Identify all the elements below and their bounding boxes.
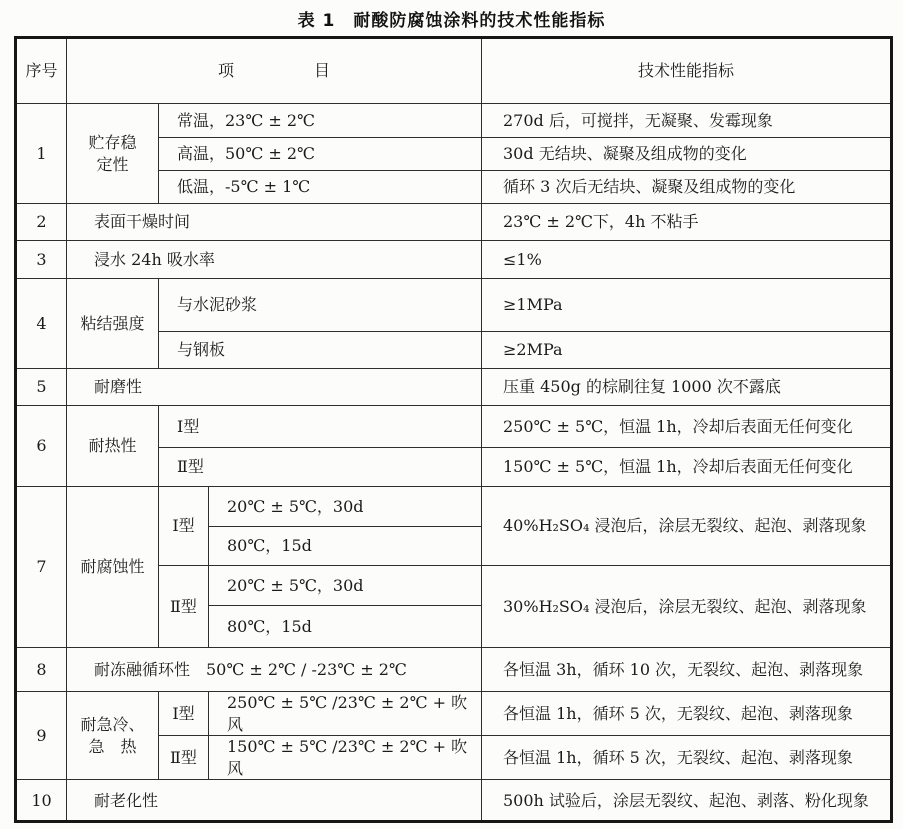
table-row <box>16 406 892 448</box>
cell-item-label: 耐热性 <box>67 406 159 487</box>
column-header-no: 序号 <box>16 38 67 104</box>
cell-indicator: 250℃ ± 5℃，恒温 1h，冷却后表面无任何变化 <box>482 406 892 448</box>
cell-type: Ⅱ型 <box>159 736 209 780</box>
label-line-1: 耐急冷、 <box>80 715 145 735</box>
cell-indicator: 各恒温 3h，循环 10 次，无裂纹、起泡、剥落现象 <box>482 648 892 692</box>
cell-item: 浸水 24h 吸水率 <box>67 241 482 279</box>
cell-indicator: 压重 450g 的棕刷往复 1000 次不露底 <box>482 369 892 406</box>
label-line-2: 定性 <box>96 154 129 174</box>
cell-indicator: ≤1% <box>482 241 892 279</box>
cell-indicator: 30%H₂SO₄ 浸泡后，涂层无裂纹、起泡、剥落现象 <box>482 566 892 648</box>
cell-no: 2 <box>16 204 67 241</box>
cell-condition: 20℃ ± 5℃，30d <box>209 487 482 527</box>
header-row <box>16 38 892 104</box>
table-row <box>16 279 892 332</box>
label-line-1: 贮存稳 <box>88 132 137 152</box>
cell-condition: 与钢板 <box>159 332 482 369</box>
cell-no: 3 <box>16 241 67 279</box>
cell-type: Ⅱ型 <box>159 566 209 648</box>
column-header-indicator: 技术性能指标 <box>482 38 892 104</box>
table-row <box>16 241 892 279</box>
spec-table <box>14 36 893 823</box>
cell-condition: 80℃，15d <box>209 527 482 566</box>
column-header-item: 项 目 <box>67 38 482 104</box>
cell-item: 耐磨性 <box>67 369 482 406</box>
table-row <box>16 780 892 822</box>
cell-type: Ⅰ型 <box>159 487 209 566</box>
table-title: 表 1 耐酸防腐蚀涂料的技术性能指标 <box>297 11 606 31</box>
cell-indicator: 循环 3 次后无结块、凝聚及组成物的变化 <box>482 171 892 204</box>
cell-no: 9 <box>16 692 67 780</box>
cell-item: 耐老化性 <box>67 780 482 822</box>
cell-condition: 与水泥砂浆 <box>159 279 482 332</box>
cell-condition: Ⅰ型 <box>159 406 482 448</box>
cell-no: 7 <box>16 487 67 648</box>
cell-no: 8 <box>16 648 67 692</box>
cell-indicator: ≥2MPa <box>482 332 892 369</box>
cell-condition: 250℃ ± 5℃ /23℃ ± 2℃ + 吹风 <box>209 692 482 736</box>
cell-item: 耐冻融循环性 50℃ ± 2℃ / -23℃ ± 2℃ <box>67 648 482 692</box>
cell-indicator: 40%H₂SO₄ 浸泡后，涂层无裂纹、起泡、剥落现象 <box>482 487 892 566</box>
cell-indicator: 23℃ ± 2℃下，4h 不粘手 <box>482 204 892 241</box>
table-row <box>16 648 892 692</box>
cell-condition: 高温，50℃ ± 2℃ <box>159 138 482 171</box>
cell-indicator: 各恒温 1h，循环 5 次，无裂纹、起泡、剥落现象 <box>482 736 892 780</box>
cell-indicator: 各恒温 1h，循环 5 次，无裂纹、起泡、剥落现象 <box>482 692 892 736</box>
cell-item-label <box>67 104 159 204</box>
table-row <box>16 104 892 138</box>
cell-condition: 低温，-5℃ ± 1℃ <box>159 171 482 204</box>
cell-indicator: 150℃ ± 5℃，恒温 1h，冷却后表面无任何变化 <box>482 448 892 487</box>
cell-condition: 80℃，15d <box>209 606 482 648</box>
label-line-2: 急 热 <box>88 736 137 756</box>
cell-item-label <box>67 692 159 780</box>
cell-item-label: 耐腐蚀性 <box>67 487 159 648</box>
table-row <box>16 204 892 241</box>
cell-condition: 150℃ ± 5℃ /23℃ ± 2℃ + 吹风 <box>209 736 482 780</box>
cell-no: 1 <box>16 104 67 204</box>
table-row <box>16 692 892 736</box>
cell-no: 5 <box>16 369 67 406</box>
cell-indicator: 500h 试验后，涂层无裂纹、起泡、剥落、粉化现象 <box>482 780 892 822</box>
cell-indicator: 270d 后，可搅拌，无凝聚、发霉现象 <box>482 104 892 138</box>
cell-indicator: ≥1MPa <box>482 279 892 332</box>
cell-condition: 常温，23℃ ± 2℃ <box>159 104 482 138</box>
cell-type: Ⅰ型 <box>159 692 209 736</box>
cell-condition: 20℃ ± 5℃，30d <box>209 566 482 606</box>
table-row <box>16 487 892 527</box>
cell-item: 表面干燥时间 <box>67 204 482 241</box>
cell-indicator: 30d 无结块、凝聚及组成物的变化 <box>482 138 892 171</box>
cell-no: 10 <box>16 780 67 822</box>
cell-no: 4 <box>16 279 67 369</box>
cell-item-label: 粘结强度 <box>67 279 159 369</box>
cell-condition: Ⅱ型 <box>159 448 482 487</box>
cell-no: 6 <box>16 406 67 487</box>
table-row <box>16 369 892 406</box>
